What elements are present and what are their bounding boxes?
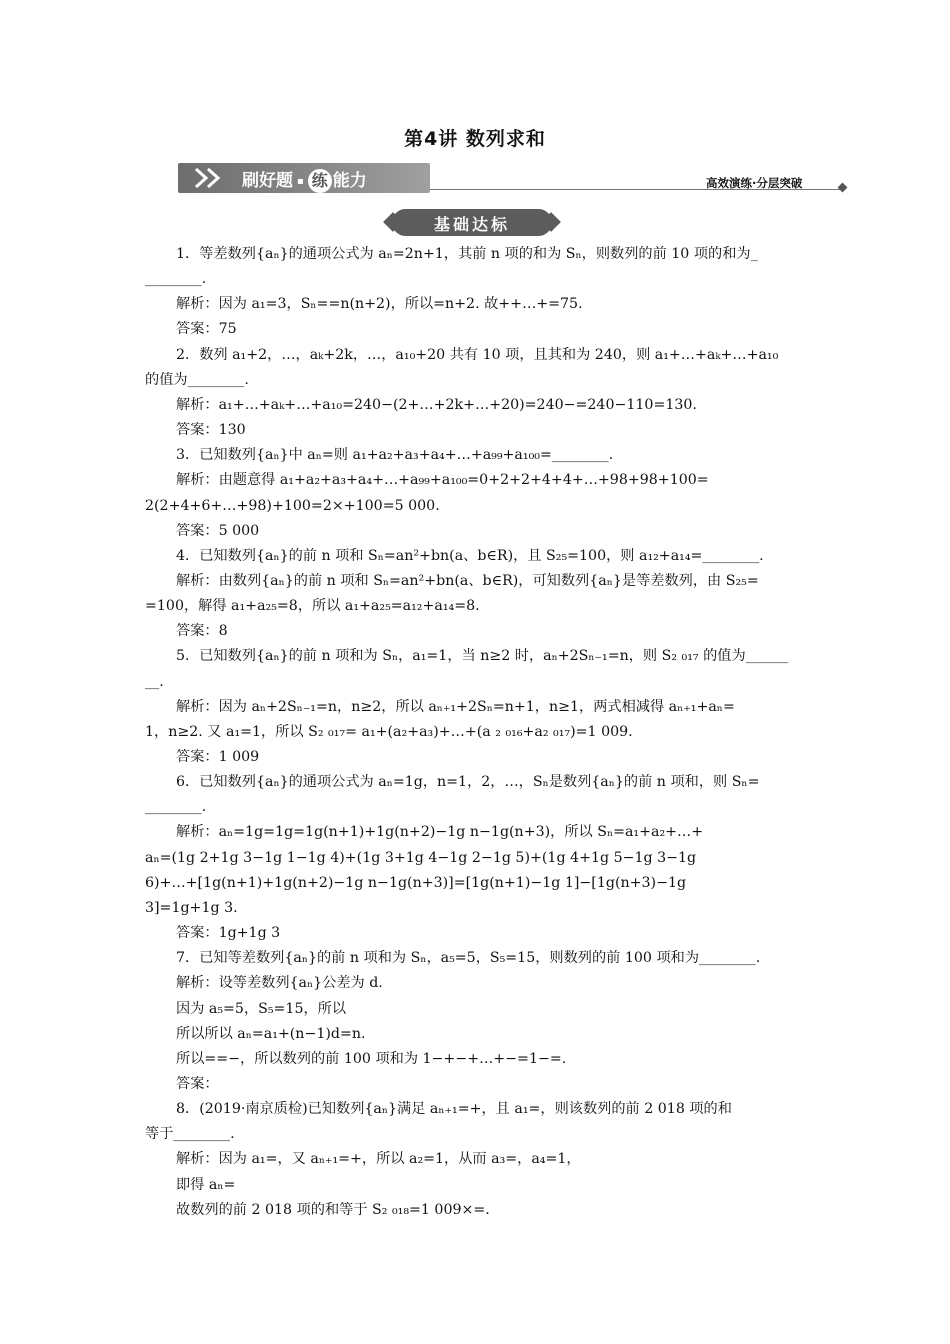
text-line: 6)+…+[1g(n+1)+1g(n+2)−1g n−1g(n+3)]=[1g(n+1)−1g 1]−[1g(n+3)−1g [145,874,687,891]
text-line: 解析：由数列{aₙ}的前 n 项和 Sₙ=an²+bn(a、b∈R)，可知数列{aₙ}是等差数列，由 S₂₅= [176,572,759,589]
text-line: 7．已知等差数列{aₙ}的前 n 项和为 Sₙ，a₅=5，S₅=15，则数列的前 100 项和为________. [176,950,761,967]
banner-label [242,166,367,193]
text-line: __. [145,673,164,690]
heading-text: 基础达标 [433,215,510,234]
text-line: 6．已知数列{aₙ}的通项公式为 aₙ=1g，n=1，2，…，Sₙ是数列{aₙ}的前 n 项和，则 Sₙ= [176,774,760,791]
banner-rest-text: 能力 [332,171,367,191]
text-line: 1．等差数列{aₙ}的通项公式为 aₙ=2n+1，其前 n 项的和为 Sₙ，则数列的前 10 项的和为_ [176,246,758,262]
text-line: 答案：5 000 [176,522,260,539]
double-chevron-icon [192,167,232,189]
text-line: 答案：1g+1g 3 [176,925,281,942]
text-line: 所以所以 aₙ=a₁+(n−1)d=n. [176,1025,366,1042]
text-line: 解析：因为 a₁=，又 aₙ₊₁=+，所以 a₂=1，从而 a₃=，a₄=1， [176,1151,581,1168]
text-line: 解析：设等差数列{aₙ}公差为 d. [176,975,383,992]
text-line: 答案：1 009 [176,749,260,765]
text-line: 故数列的前 2 018 项的和等于 S₂ ₀₁₈=1 009×=. [176,1201,490,1218]
text-line: 答案：130 [176,422,246,439]
text-line: 答案：8 [176,623,228,640]
text-line: 解析：由题意得 a₁+a₂+a₃+a₄+…+a₉₉+a₁₀₀=0+2+2+4+4+…+98+98+100= [176,472,709,489]
text-line: aₙ=(1g 2+1g 3−1g 1−1g 4)+(1g 3+1g 4−1g 2−1g 5)+(1g 4+1g 5−1g 3−1g [145,849,697,866]
text-line: ________. [145,799,207,816]
text-line: 答案：75 [176,321,237,338]
text-line: 2．数列 a₁+2，…，aₖ+2k，…，a₁₀+20 共有 10 项，且其和为 240，则 a₁+…+aₖ+…+a₁₀ [176,346,779,363]
banner-dot: ▪ [297,175,304,187]
text-line: 因为 a₅=5，S₅=15，所以 [176,1000,347,1017]
section-heading [384,209,560,236]
text-line: 1，n≥2. 又 a₁=1，所以 S₂ ₀₁₇= a₁+(a₂+a₃)+…+(a ₂ ₀₁₆+a₂ ₀₁₇)=1 009. [145,723,633,740]
diamond-icon [838,183,848,193]
text-line: 3]=1g+1g 3. [145,899,238,916]
text-line: 的值为________. [145,371,249,388]
banner-circle-char: 练 [308,169,332,193]
text-line: 解析：因为 a₁=3，Sₙ==n(n+2)，所以=n+2. 故++…+=75. [176,296,583,313]
text-line: 4．已知数列{aₙ}的前 n 项和 Sₙ=an²+bn(a、b∈R)，且 S₂₅=100，则 a₁₂+a₁₄=________. [176,547,764,564]
banner-right-text: 高效演练·分层突破 [706,176,803,190]
text-line: 即得 aₙ= [176,1176,236,1193]
text-line: 解析：a₁+…+aₖ+…+a₁₀=240−(2+…+2k+…+20)=240−=240−110=130. [176,396,697,413]
text-line: 2(2+4+6+…+98)+100=2×+100=5 000. [145,497,440,514]
text-line: =100，解得 a₁+a₂₅=8，所以 a₁+a₂₅=a₁₂+a₁₄=8. [145,598,480,615]
text-line: 解析：因为 aₙ+2Sₙ₋₁=n，n≥2，所以 aₙ₊₁+2Sₙ=n+1，n≥1，两式相减得 aₙ₊₁+aₙ= [176,698,735,715]
text-line: 所以==−，所以数列的前 100 项和为 1−+−+…+−=1−=. [176,1050,567,1067]
page-title: 第4讲 数列求和 [404,128,546,150]
section-banner [178,163,430,193]
text-line: 5．已知数列{aₙ}的前 n 项和为 Sₙ，a₁=1，当 n≥2 时，aₙ+2Sₙ₋₁=n，则 S₂ ₀₁₇ 的值为______ [176,648,789,665]
text-line: 3．已知数列{aₙ}中 aₙ=则 a₁+a₂+a₃+a₄+…+a₉₉+a₁₀₀=________. [176,447,614,464]
text-line: 答案： [176,1075,219,1092]
text-line: 解析：aₙ=1g=1g=1g(n+1)+1g(n+2)−1g n−1g(n+3)，所以 Sₙ=a₁+a₂+…+ [176,824,704,841]
text-line: 8．(2019·南京质检)已知数列{aₙ}满足 aₙ₊₁=+，且 a₁=，则该数列的前 2 018 项的和 [176,1101,732,1118]
banner-left-text: 刷好题 [242,171,293,191]
text-line: ________. [145,271,207,288]
text-line: 等于________. [145,1126,235,1143]
